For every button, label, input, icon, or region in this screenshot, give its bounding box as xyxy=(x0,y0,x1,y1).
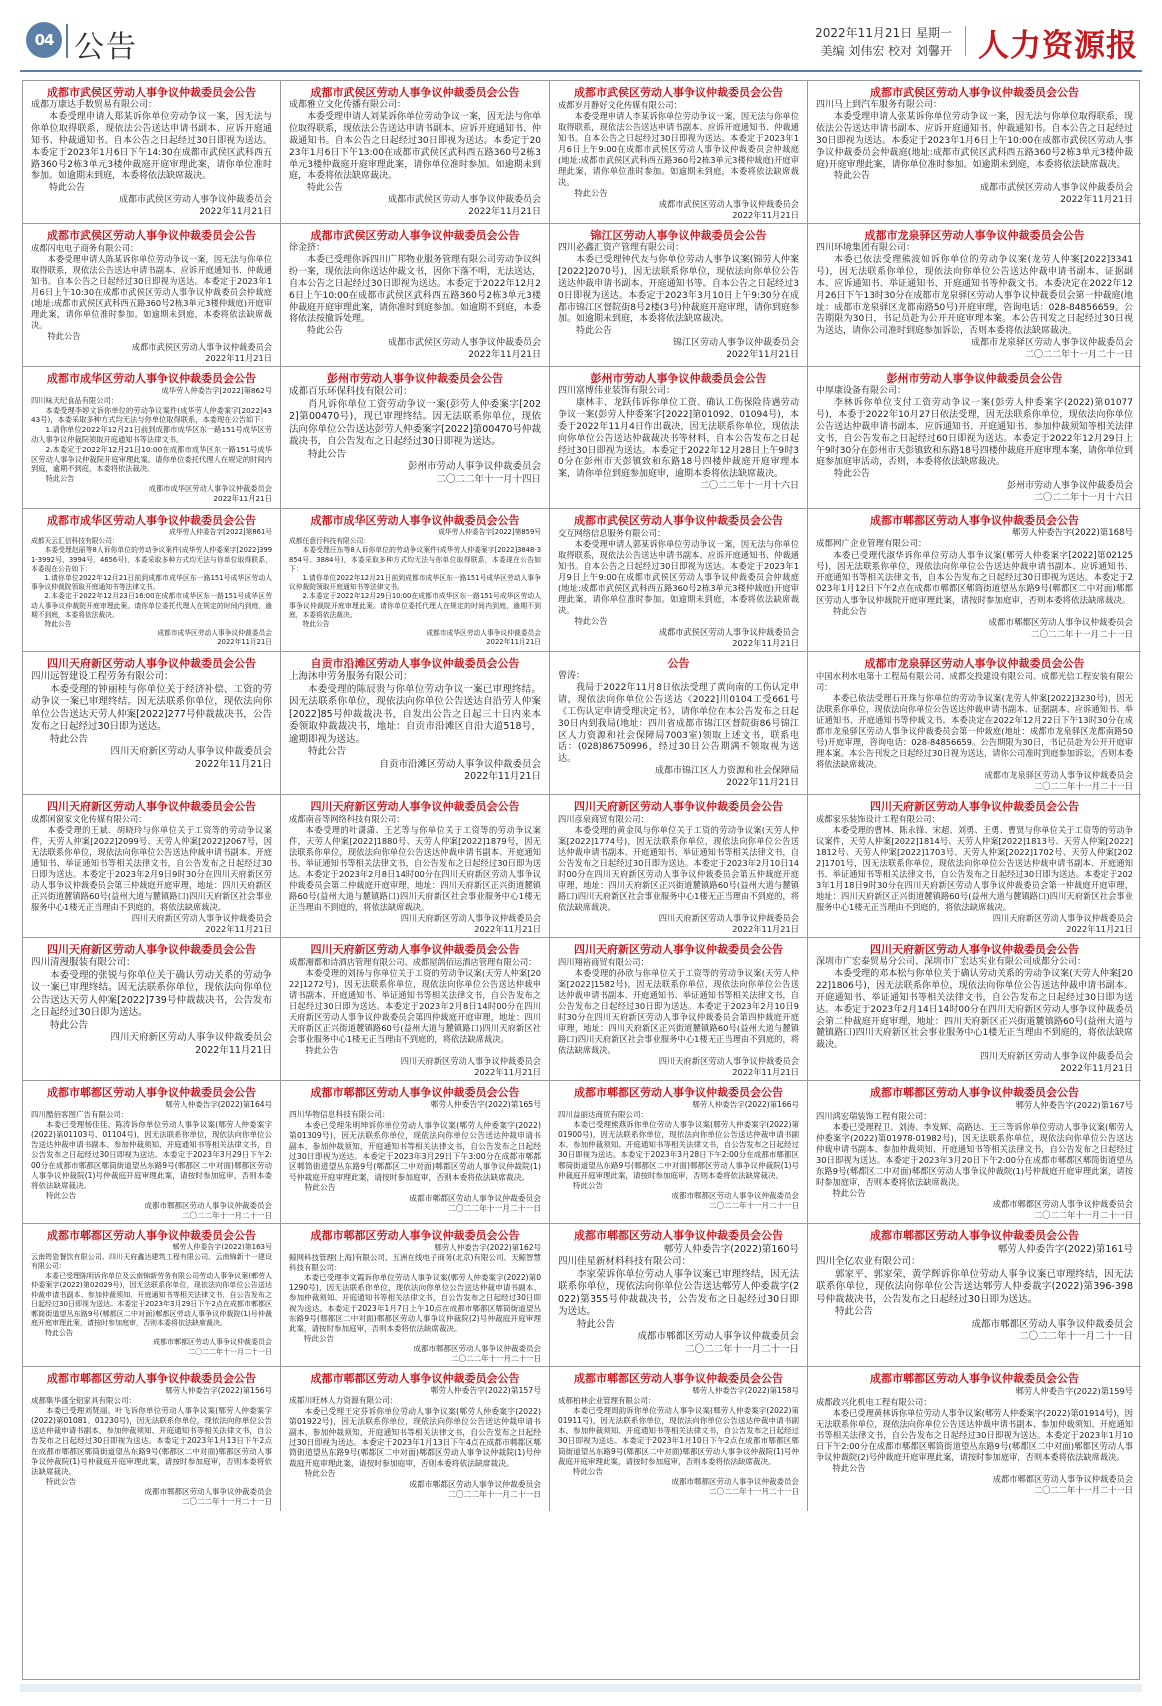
notice-issuer: 成都市郫都区劳动人事争议仲裁委员会 xyxy=(992,1474,1133,1484)
notice-issuer: 成都市郫都区劳动人事争议仲裁委员会 xyxy=(413,1343,541,1353)
notice-date: 2022年11月21日 xyxy=(732,210,799,220)
notice-title: 成都市郫都区劳动人事争议仲裁委员会公告 xyxy=(47,1372,256,1385)
notice-issuer: 成都市武侯区劳动人事争议仲裁委员会 xyxy=(131,342,272,352)
notice-title: 成都市郫都区劳动人事争议仲裁委员会公告 xyxy=(870,514,1079,527)
notice-title: 成都市郫都区劳动人事争议仲裁委员会公告 xyxy=(574,1372,783,1385)
notice-case-number: 成华劳人仲委告字[2022]第861号 xyxy=(169,528,272,536)
notice-grid xyxy=(22,80,1140,1680)
notice-closing: 特此公告 xyxy=(834,469,871,480)
notice-body: 成都南音等网络科技有限公司： 本委受理的叶潇潇、王艺等与你单位关于工资等的劳动争议案件，天劳人仲案[2022]1880号、天劳人仲案[2022]1879号，因无法联系你单位，现依法向你单位公告送达仲裁申请书副本、开庭通知书、举证通知书等相关法律文书，自公告发布之日起经过30日即为送达。本委定于2023年2月8日14时00分在四川天府新区劳动人事争议仲裁委员会第二仲裁庭开庭审理，地址：四川天府新区正兴街道麓镇路60号(益州大道与麓镇路口)四川天府新区社会事业服务中心1楼无正当理由不到庭的，将依法缺席裁决。 xyxy=(289,814,541,912)
notice-closing: 特此公告 xyxy=(304,1183,336,1193)
notice-body: 四川全亿农业有限公司： 郭家平、郭家荣、黄学辉诉你单位劳动人事争议案已审理终结，因无法联系你单位，现依法向你单位公告送达郫劳人仲委裁字(2022)第396-398号仲裁裁决书，公告发布之日起经过30日即为送达。 xyxy=(816,1256,1133,1305)
notice-date: 2022年11月21日 xyxy=(213,493,272,503)
notice-date: 2022年11月21日 xyxy=(1060,195,1133,206)
notice-body: 四川翔裕商贸有限公司： 本委受理的孙欣与你单位关于工资等的劳动争议案(天劳人仲案[2022]1582号)，因无法联系你单位，现依法向你单位公告送达仲裁申请书副本、开庭通知书、举证通知书等相关法律文书，自公告发布之日起经过30日即为送达。本委定于2023年2月10日9时30分在四川天府新区劳动人事争议仲裁委员会第四仲裁庭开庭审理，地址：四川天府新区正兴街道麓镇路60号(益州大道与麓镇路口)四川天府新区社会事业服务中心1楼无正当理由不到庭的，将依法缺席裁决。 xyxy=(558,957,799,1055)
notice-date: 二〇二二年十一月十六日 xyxy=(699,481,799,492)
notice-box xyxy=(281,367,550,509)
notice-closing: 特此公告 xyxy=(49,183,86,194)
notice-title: 成都市龙泉驿区劳动人事争议仲裁委员会公告 xyxy=(864,657,1085,670)
notice-box xyxy=(23,367,281,509)
notice-issuer: 四川天府新区劳动人事争议仲裁委员会 xyxy=(131,913,272,923)
notice-body: 四川必鑫汇资产管理有限公司： 本委已受理钟代友与你单位劳动人事争议案(锦劳人仲案[2022]2070号)，因无法联系你单位，现依法向你单位公告送达仲裁申请书副本、开庭通知书等。自本公告之日起经过30日即视为送达。本委定于2023年3月10日上午9:30分在成都市锦江区督院街8号2楼(3号)仲裁庭开庭审理，请你到庭参加。如逾期未到庭，本委将依法缺席裁决。 xyxy=(558,243,799,325)
notice-date: 二〇二二年十一月二十一日 xyxy=(188,1347,272,1356)
notice-date: 二〇二二年十一月二十一日 xyxy=(1030,629,1133,640)
notice-title: 自贡市沿滩区劳动人事争议仲裁委员会公告 xyxy=(310,657,520,670)
notice-date: 二〇二二年十一月十六日 xyxy=(1033,493,1133,504)
notice-box xyxy=(281,652,550,795)
notice-issuer: 成都市龙泉驿区劳动人事争议仲裁委员会 xyxy=(970,338,1133,349)
notice-date: 二〇二二年十一月十四日 xyxy=(436,473,541,485)
notice-issuer: 成都市武侯区劳动人事争议仲裁委员会 xyxy=(118,195,272,206)
notice-date: 2022年11月21日 xyxy=(1060,1064,1133,1075)
notice-date: 二〇二二年十一月二十一日 xyxy=(182,1497,272,1507)
notice-box xyxy=(281,81,550,224)
notice-closing: 特此公告 xyxy=(46,1190,76,1200)
notice-title: 彭州市劳动人事争议仲裁委员会公告 xyxy=(886,372,1063,385)
notice-body: 四川益丽达商贸有限公司： 本委已受理熊燕诉你单位劳动人事争议案(郫劳人仲委案字(2022)第01900号)，因无法联系你单位，现依法向你单位公告送达仲裁申请书副本、参加仲裁须知、开庭通知书等相关法律文书，自公告发布之日起经过30日即视为送达。本委定于2023年3月28日下午2:00分在成都市郫都区郫筒街道望丛东路9号(郫都区二中对面)郫都区劳动人事争议仲裁院(1)号仲裁庭开庭审理此案，请按时参加庭审，否则本委将依法缺席裁决。 xyxy=(558,1110,799,1180)
notice-box xyxy=(808,1081,1141,1224)
notice-box xyxy=(550,509,808,652)
notice-box xyxy=(550,938,808,1081)
notice-title: 四川天府新区劳动人事争议仲裁委员会公告 xyxy=(310,943,520,956)
notice-body: 四川马上到汽车服务有限公司： 本委受理申请人张某诉你单位劳动争议一案，因无法与你单位取得联系，现依法公告送达申请书副本、应诉开庭通知书、仲裁通知书。自本公告之日起经过30日即视为送达。本委定于2023年1月6日上午10:00在成都市武侯区劳动人事争议仲裁委员会仲裁庭(地址:成都市武侯区武科西五路360号2栋3单元3楼仲裁庭)开庭审理此案，请你单位准时参加。如逾期未到庭，本委将依法缺席裁决。 xyxy=(816,100,1133,170)
notice-box xyxy=(23,795,281,938)
notice-body: 四川华物信息科技有限公司： 本委已受理朱明坤诉你单位劳动人事争议案(郫劳人仲委案字(2022)第01309号)，因无法联系你单位，现依法向你单位公告送达仲裁申请书副本、参加仲裁须知、开庭通知书等相关法律文书，自公告发布之日起经过30日即视为送达。本委定于2023年3月29日下午3:00分在成都市郫都区郫筒街道望丛东路9号(郫都区二中对面)郫都区劳动人事争议仲裁院(1)号仲裁庭开庭审理此案，请按时参加庭审，否则本委将依法缺席裁决。 xyxy=(289,1110,541,1182)
notice-issuer: 四川天府新区劳动人事争议仲裁委员会 xyxy=(992,913,1133,923)
notice-body: 成都家乐装饰设计工程有限公司： 本委受理的曹林、陈永锋、宋超、刘勇、王勇、曹贤与你单位关于工资等的劳动争议案件，天劳人仲案[2022]1814号、天劳人仲案[2022]1813号、天劳人仲案[2022]1812号、天劳人仲案[2022]1703号、天劳人仲案[2022]1702号、天劳人仲案[2022]1701号，因无法联系你单位，现依法向你单位公告送达仲裁申请书副本、开庭通知书、举证通知书等相关法律文书，自公告发布之日起经过30日即为送达。本委定于2023年1月18日9时30分在四川天府新区劳动人事争议仲裁委员会第一仲裁庭开庭审理，地址：四川天府新区正兴街道麓镇路60号(益州大道与麓镇路口)四川天府新区社会事业服务中心1楼无正当理由不到庭的，将依法缺席裁决。 xyxy=(816,814,1133,912)
notice-box xyxy=(550,81,808,224)
notice-date: 2022年11月21日 xyxy=(464,771,541,782)
notice-issuer: 成都市郫都区劳动人事争议仲裁委员会 xyxy=(144,1486,272,1496)
notice-body: 四川彦泉商贸有限公司： 本委受理的黄金凤与你单位关于工资的劳动争议案(天劳人仲案[2022]1774号)，因无法联系你单位，现依法向你单位公告送达仲裁申请书副本、开庭通知书、举证通知书等相关法律文书，自公告发布之日起经过30日即为送达。本委定于2023年2月10日14时00分在四川天府新区劳动人事争议仲裁委员会第五仲裁庭开庭审理，地址：四川天府新区正兴街道麓镇路60号(益州大道与麓镇路口)四川天府新区社会事业服务中心1楼无正当理由不到庭的，将依法缺席裁决。 xyxy=(558,814,799,912)
notice-closing: 特此公告 xyxy=(47,331,81,341)
notice-date: 2022年11月21日 xyxy=(726,778,799,789)
notice-box xyxy=(550,652,808,795)
notice-issuer: 成都市武侯区劳动人事争议仲裁委员会 xyxy=(658,627,799,637)
notice-box xyxy=(808,795,1141,938)
notice-closing: 特此公告 xyxy=(577,1318,616,1330)
notice-closing: 特此公告 xyxy=(46,1476,76,1486)
notice-title: 成都市郫都区劳动人事争议仲裁委员会公告 xyxy=(310,1086,520,1099)
notice-body: 成都网广企业管理有限公司： 本委已受理代淑华诉你单位劳动人事争议案(郫劳人仲委案字[2022]第02125号)，因无法联系你单位，现依法向你单位公告送达仲裁申请书副本、应诉通知书、开庭通知书等相关法律文书，自本公告发布之日起经过30日即视为送达。本委定于2023年1月12日下午2点在成都市郫都区郫筒街道望丛东路9号(郫都区二中对面)郫都区劳动人事争议仲裁院开庭审理此案，请按时参加庭审，否则本委将依法缺席裁决。 xyxy=(816,539,1133,606)
notice-closing: 特此公告 xyxy=(44,620,72,629)
notice-title: 成都市郫都区劳动人事争议仲裁委员会公告 xyxy=(310,1372,520,1385)
section-title: 公告 xyxy=(74,30,138,65)
notice-body: 成都闪电电子商务有限公司： 本委受理申请人陈某诉你单位劳动争议一案，因无法与你单位取得联系，现依法公告送达申请书副本、应诉开庭通知书、仲裁通知书。自本公告之日起经过30日即视为送达。本委定于2023年1月6日上午10:30在成都市武侯区劳动人事争议仲裁委员会仲裁庭(地址:成都市武侯区武科西五路360号2栋3单元3楼仲裁庭)开庭审理此案，请你单位准时参加。如逾期未到庭，本委将依法缺席裁决。 xyxy=(31,243,272,330)
notice-closing: 特此公告 xyxy=(832,1463,866,1473)
notice-body: 上海沐申劳务服务有限公司： 本委受理的陈辰贵与你单位劳动争议一案已审理终结。因无法联系你单位，现依法向你单位公告送达自沿劳人仲案[2022]85号仲裁裁决书，自发出公告之日起三十日内来本委领取仲裁裁决书，地址：自贡市沿滩区自沿大道518号，逾期即视为送达。 xyxy=(289,671,541,745)
notice-date: 二〇二二年十一月二十一日 xyxy=(1034,781,1133,791)
notice-case-number: 郫劳人仲委告字(2022)第159号 xyxy=(1015,1386,1133,1396)
notice-box xyxy=(808,509,1141,652)
notice-date: 二〇二二年十一月二十一日 xyxy=(1034,1210,1133,1220)
notice-closing: 特此公告 xyxy=(305,1045,339,1055)
notice-closing: 特此公告 xyxy=(576,326,613,337)
notice-date: 2022年11月21日 xyxy=(205,353,272,363)
notice-closing: 特此公告 xyxy=(574,188,608,198)
notice-box xyxy=(550,1224,808,1367)
notice-case-number: 郫劳人仲委告字(2022)第161号 xyxy=(997,1244,1133,1255)
notice-date: 2022年11月21日 xyxy=(732,924,799,934)
notice-case-number: 郫劳人仲委告字(2022)第163号 xyxy=(172,1243,272,1251)
notice-box xyxy=(550,224,808,367)
notice-closing: 特此公告 xyxy=(307,183,344,194)
notice-case-number: 成华劳人仲委告字[2022]第862号 xyxy=(161,386,272,395)
notice-issuer: 成都市成华区劳动人事争议仲裁委员会 xyxy=(148,483,272,493)
notice-date: 2022年11月21日 xyxy=(726,350,799,361)
notice-box xyxy=(808,81,1141,224)
notice-date: 二〇二二年十一月二十一日 xyxy=(709,1200,799,1210)
notice-date: 2022年11月21日 xyxy=(468,207,541,218)
notice-title: 公告 xyxy=(667,657,690,670)
notice-body: 成都政兴化机电工程有限公司： 本委已受理黄林诉你单位劳动人事争议案(郫劳人仲委案字(2022)第01914号)，因无法联系你单位，现依法向你单位公告送达仲裁申请书副本、参加仲裁须知、开庭通知书等相关法律文书，自公告发布之日起经过30日即视为送达。本委定于2023年1月10日下午2:00分在成都市郫都区郫筒街道望丛东路9号(郫都区二中对面)郫都区劳动人事争议仲裁院(2)号仲裁庭开庭审理此案，请按时参加庭审，否则本委将依法缺席裁决。 xyxy=(816,1397,1133,1462)
notice-title: 成都市郫都区劳动人事争议仲裁委员会公告 xyxy=(870,1086,1079,1099)
notice-issuer: 成都市郫都区劳动人事争议仲裁委员会 xyxy=(153,1338,272,1346)
header-rule xyxy=(20,70,1142,72)
notice-date: 2022年11月21日 xyxy=(1066,924,1133,934)
notice-body: 中国水利水电第十工程局有限公司、成都交投建设有限公司、成都光信工程安装有限公司： 本委已依法受理石开珠与你单位的劳动争议案(龙劳人仲案[2022]3230号)，因无法联系你单位，现依法向你单位公告送达仲裁申请书副本、证据副本、应诉通知书、举证通知书、开庭通知书等仲裁文书。本委决定在2022年12月22日下午13时30分在成都市龙泉驿区劳动人事争议仲裁委员会第一仲裁庭(地址：成都市龙泉驿区龙都南路50号)开庭审理，咨询电话：028-84856659。公告期限为30日，书记员赴为公开开庭审理本案。本公告刊发之日起经过30日视为送达，请你公司准时到庭参加诉讼，否则本委将依法缺席裁决。 xyxy=(816,671,1133,769)
notice-closing: 特此公告 xyxy=(574,616,608,626)
notice-title: 四川天府新区劳动人事争议仲裁委员会公告 xyxy=(574,800,783,813)
notice-box xyxy=(808,224,1141,367)
notice-closing: 特此公告 xyxy=(50,733,89,745)
notice-box xyxy=(23,652,281,795)
notice-closing: 特此公告 xyxy=(573,1466,603,1476)
notice-box xyxy=(23,224,281,367)
notice-box xyxy=(808,1224,1141,1367)
notice-title: 成都市武侯区劳动人事争议仲裁委员会公告 xyxy=(574,514,783,527)
notice-date: 2022年11月21日 xyxy=(732,638,799,648)
notice-issuer: 成都市锦江区人力资源和社会保障局 xyxy=(654,766,799,777)
notice-issuer: 四川天府新区劳动人事争议仲裁委员会 xyxy=(658,913,799,923)
notice-date: 二〇二二年十一月二十一日 xyxy=(1034,1485,1133,1495)
notice-issuer: 四川天府新区劳动人事争议仲裁委员会 xyxy=(400,1056,541,1066)
notice-box xyxy=(281,1081,550,1224)
notice-body: 成都雅立文化传播有限公司： 本委受理申请人刘某诉你单位劳动争议一案，因无法与你单位取得联系，现依法公告送达申请书副本、应诉开庭通知书、仲裁通知书。自本公告之日起经过30日即视为送达。本委定于2023年1月6日下午13:00在成都市武侯区武科西五路360号2栋3单元3楼仲裁庭开庭审理此案，请你单位准时参加。如逾期未到庭，本委将依法缺席裁决。 xyxy=(289,100,542,182)
notice-closing: 特此公告 xyxy=(573,1180,603,1190)
notice-date: 二〇二二年十一月二十一日 xyxy=(684,1343,799,1355)
notice-case-number: 郫劳人仲委告字(2022)第168号 xyxy=(1012,528,1133,538)
section-divider xyxy=(66,24,68,58)
notice-title: 成都市武侯区劳动人事争议仲裁委员会公告 xyxy=(47,229,256,242)
notice-title: 四川天府新区劳动人事争议仲裁委员会公告 xyxy=(310,800,520,813)
notice-closing: 特此公告 xyxy=(833,607,868,618)
notice-issuer: 成都市郫都区劳动人事争议仲裁委员会 xyxy=(144,1200,272,1210)
masthead-divider xyxy=(965,26,966,56)
notice-date: 2022年11月21日 xyxy=(486,638,541,647)
notice-box xyxy=(23,1224,281,1367)
notice-date: 2022年11月21日 xyxy=(474,924,541,934)
notice-issuer: 自贡市沿滩区劳动人事争议仲裁委员会 xyxy=(379,758,541,770)
notice-closing: 特此公告 xyxy=(832,1188,866,1198)
notice-closing: 特此公告 xyxy=(50,1019,89,1031)
notice-closing: 特此公告 xyxy=(835,1306,874,1317)
notice-body: 四川佳星新材料科技有限公司： 李家荣诉你单位劳动人事争议案已审理终结，因无法联系你单位，现依法向你单位公告送达郫劳人仲委裁字(2022)第355号仲裁裁决书，公告发布之日起经过30日即为送达。 xyxy=(558,1256,799,1317)
notice-issuer: 成都市武侯区劳动人事争议仲裁委员会 xyxy=(979,183,1133,194)
notice-title: 四川天府新区劳动人事争议仲裁委员会公告 xyxy=(870,800,1079,813)
notice-box xyxy=(281,509,550,652)
notice-body: 四川环境集团有限公司： 本委已依法受理熊波如诉你单位的劳动争议案(龙劳人仲案[2022]3341号)，因无法联系你单位，现依法向你单位公告送达仲裁申请书副本、证据副本、应诉通知书、举证通知书、开庭通知书等仲裁文书。本委决定在2022年12月26日下午13时30分在成都市龙泉驿区劳动人事争议仲裁委员会第一仲裁庭(地址：成都市龙泉驿区龙都南路50号)开庭审理，咨询电话：028-84856659。公告期限为30日，书记员赴为公开开庭审理本案。本公告刊发之日起经过30日视为送达，请你公司准时到庭参加诉讼，否则本委将依法缺席裁决。 xyxy=(816,243,1133,337)
notice-issuer: 彭州市劳动人事争议仲裁委员会 xyxy=(407,461,541,472)
notice-case-number: 郫劳人仲委告字(2022)第156号 xyxy=(165,1386,272,1395)
notice-title: 成都市郫都区劳动人事争议仲裁委员会公告 xyxy=(574,1229,783,1242)
notice-case-number: 郫劳人仲委告字(2022)第167号 xyxy=(1015,1100,1133,1110)
notice-title: 成都市郫都区劳动人事争议仲裁委员会公告 xyxy=(47,1229,256,1242)
notice-issuer: 成都市武侯区劳动人事争议仲裁委员会 xyxy=(387,338,541,349)
notice-date: 二〇二二年十一月二十一日 xyxy=(182,1211,272,1221)
notice-body: 四川酷佰客图广告有限公司： 本委已受理杨佳佳、陈涛诉你单位劳动人事争议案(郫劳人仲委案字(2022)第01103号、01104号)，因无法联系你单位，现依法向你单位公告送达仲裁申请书副本、参加仲裁须知、开庭通知书等相关法律文书，自公告发布之日起经过30日即视为送达。本委定于2023年3月29日下午2:00分在成都市郫都区郫筒街道望丛东路9号(郫都区二中对面)郫都区劳动人事争议仲裁院(1)号仲裁庭开庭审理此案，请按时参加庭审，否则本委将依法缺席裁决。 xyxy=(31,1110,272,1190)
notice-closing: 特此公告 xyxy=(308,448,347,460)
page-header xyxy=(20,14,1142,66)
notice-issuer: 成都市郫都区劳动人事争议仲裁委员会 xyxy=(671,1476,799,1486)
notice-title: 四川天府新区劳动人事争议仲裁委员会公告 xyxy=(47,943,256,956)
notice-closing: 特此公告 xyxy=(45,1328,73,1337)
notice-issuer: 成都市郫都区劳动人事争议仲裁委员会 xyxy=(409,1479,541,1489)
notice-closing: 特此公告 xyxy=(834,171,871,182)
notice-body: 成都万康达手数贸易有限公司： 本委受理申请人郑某诉你单位劳动争议一案，因无法与你单位取得联系，现依法公告送达申请书副本、应诉开庭通知书、仲裁通知书。自本公告之日起经过30日即视为送达。本委定于2023年1月6日下午14:30在成都市武侯区武科西五路360号2栋3单元3楼仲裁庭开庭审理此案，请你单位准时参加。如逾期未到庭，本委将依法缺席裁决。 xyxy=(31,100,272,182)
notice-issuer: 四川天府新区劳动人事争议仲裁委员会 xyxy=(400,913,541,923)
notice-box xyxy=(281,1367,550,1511)
notice-body: 成都集华盛全铝家具有限公司： 本委已受理刘贤丽、叶飞诉你单位劳动人事争议案(郫劳人仲委案字(2022)第01081、01230号)，因无法联系你单位，现依法向你单位公告送达仲裁申请书副本、参加仲裁须知、开庭通知书等相关法律文书，自公告发布之日起经过30日即视为送达。本委定于2023年1月13日下午2点在成都市郫都区郫筒街道望丛东路9号(郫都区二中对面)郫都区劳动人事争议仲裁院(1)号仲裁庭开庭审理此案，请按时参加庭审，否则本委将依法缺席裁决。 xyxy=(31,1396,272,1476)
editor-credits: 美编 刘伟宏 校对 刘馨开 xyxy=(820,44,952,58)
notice-body: 四川鸿宏瑞装饰工程有限公司： 本委已受理程卫、刘涛、李发辉、高路达、王三等诉你单位劳动人事争议案(郫劳人仲委案字(2022)第01978-01982号)，因无法联系你单位，现依法向你单位公告送达仲裁申请书副本、参加仲裁须知、开庭通知书等相关法律文书，自公告发布之日起经过30日即视为送达。本委定于2023年3月20日下午2:00分在成都市郫都区郫筒街道望丛东路9号(郫都区二中对面)郫都区劳动人事争议仲裁院(1)号仲裁庭开庭审理此案，请按时参加庭审，否则本委将依法缺席裁决。 xyxy=(816,1111,1133,1187)
notice-box xyxy=(808,1367,1141,1511)
notice-title: 成都市郫都区劳动人事争议仲裁委员会公告 xyxy=(870,1229,1079,1242)
notice-case-number: 郫劳人仲委告字(2022)第164号 xyxy=(165,1100,272,1109)
notice-title: 成都市成华区劳动人事争议仲裁委员会公告 xyxy=(47,372,256,385)
notice-issuer: 成都市郫都区劳动人事争议仲裁委员会 xyxy=(409,1193,541,1203)
notice-body: 成都天云汇信科技有限公司： 本委受理赵丽等8人诉你单位的劳动争议案件(成华劳人仲委案字[2022]3991-3992号、3994号、4656号)，本委采取多种方式均无法与你单位取得联系，本委现在公告如下： 1.请你单位2022年12月21日前到成都市成华区东一路151号成华区劳动人事争议仲裁院领取开庭通知书等法律文书。 2.本委定于2022年12月23日16:00在成都市成华区东一路151号成华区劳动人事争议仲裁院开庭审理此案。请你单位委托代理人在规定的时间内到庭，逾期不到庭，本委将依法裁决。 xyxy=(31,537,272,619)
notice-issuer: 成都市郫都区劳动人事争议仲裁委员会 xyxy=(988,618,1133,629)
notice-issuer: 成都市武侯区劳动人事争议仲裁委员会 xyxy=(387,195,541,206)
notice-issuer: 四川天府新区劳动人事争议仲裁委员会 xyxy=(110,746,272,757)
notice-date: 2022年11月21日 xyxy=(217,638,272,647)
issue-date: 2022年11月21日 星期一 xyxy=(815,26,952,40)
notice-closing: 特此公告 xyxy=(45,474,75,484)
notice-body: 鲸网科技管理(上海)有限公司、五洲在线电子商务(北京)有限公司、天鲸智慧科技有限公司： 本委已受理李文霞诉你单位劳动人事争议案(郫劳人仲委案字(2022)第01290号)，因无法联系你单位，现依法向你单位公告送达仲裁申请书副本、参加仲裁须知、开庭通知书等相关法律文书，自公告发布之日起经过30日即视为送达。本委定于2023年1月7日上午10点在成都市郫都区郫筒街道望丛东路9号(郫都区二中对面)郫都区劳动人事争议仲裁院(2)号仲裁庭开庭审理此案，请按时参加庭审，否则本委将依法缺席裁决。 xyxy=(289,1253,541,1333)
notice-title: 成都市武侯区劳动人事争议仲裁委员会公告 xyxy=(574,86,783,99)
notice-date: 二〇二二年十一月二十一日 xyxy=(709,1486,799,1496)
notice-case-number: 成华劳人仲委告字[2022]第859号 xyxy=(438,528,541,536)
notice-body: 成都闲窗家文化传媒有限公司： 本委受理的王斌、胡晓玲与你单位关于工资等的劳动争议案件，天劳人仲案[2022]2099号、天劳人仲案[2022]2067号，因无法联系你单位，现依法向你单位公告送达仲裁申请书副本、开庭通知书、举证通知书等相关法律文书，自公告发布之日起经过30日即为送达。本委定于2023年2月9日9时30分在四川天府新区劳动人事争议仲裁委员会第三仲裁庭开庭审理，地址：四川天府新区正兴街道麓镇路60号(益州大道与麓镇路口)四川天府新区社会事业服务中心1楼无正当理由不到庭的，将依法缺席裁决。 xyxy=(31,814,272,912)
notice-title: 四川天府新区劳动人事争议仲裁委员会公告 xyxy=(47,800,256,813)
notice-date: 二〇二二年十一月二十一日 xyxy=(451,1354,541,1364)
notice-body: 四川清漫服装有限公司： 本委受理的张锐与你单位关于确认劳动关系的劳动争议一案已审理终结。因无法联系你单位，现依法向你单位公告送达天劳人仲案[2022]739号仲裁裁决书，公告发布之日起经过30日即为送达。 xyxy=(31,957,272,1018)
notice-box xyxy=(550,1367,808,1511)
notice-date: 2022年11月21日 xyxy=(468,350,541,361)
notice-body: 曾涛： 我局于2022年11月8日依法受理了黄向南的工伤认定申请，现依法向你单位公告送达《2022]川0104工受661号《工伤认定申请受理决定书》，请你单位在本公告发布之日起30日内到我局(地址：四川省成都市锦江区督院街86号锦江区人力资源和社会保障局7003室)领取上述文书，联系电话：(028)86750996，经过30日公告期满不领取视为送达。 xyxy=(558,671,799,765)
notice-box xyxy=(23,81,281,224)
notice-box xyxy=(808,938,1141,1081)
notice-body: 深圳市广宏泰贸易分公司、深圳市广宏达实业有限公司成都分公司： 本委受理的邓本松与你单位关于确认劳动关系的劳动争议案(天劳人仲案[2022]1806号)，因无法联系你单位，现依法向你单位公告送达仲裁申请书副本、开庭通知书、举证通知书等相关法律文书，自公告发布之日起经过30日即为送达。本委定于2023年2月14日14时00分在四川天府新区劳动人事争议仲裁委员会第二仲裁庭开庭审理，地址：四川天府新区正兴街道麓镇路60号(益州大道与麓镇路口)四川天府新区社会事业服务中心1楼无正当理由不到庭的，将依法缺席裁决。 xyxy=(816,957,1133,1051)
notice-issuer: 彭州市劳动人事争议仲裁委员会 xyxy=(1006,481,1133,492)
notice-issuer: 成都市郫都区劳动人事争议仲裁委员会 xyxy=(671,1190,799,1200)
notice-case-number: 郫劳人仲委告字(2022)第160号 xyxy=(663,1244,799,1255)
notice-date: 2022年11月21日 xyxy=(205,924,272,934)
notice-closing: 特此公告 xyxy=(308,746,347,757)
footer-rule xyxy=(20,1684,1142,1692)
notice-title: 彭州市劳动人事争议仲裁委员会公告 xyxy=(590,372,767,385)
notice-body: 成都川旺林人力资源有限公司： 本委已受理王定芬诉你单位劳动人事争议案(郫劳人仲委案字(2022)第01922号)，因无法联系你单位，现依法向你单位公告送达仲裁申请书副本、参加仲裁须知、开庭通知书等相关法律文书，自公告发布之日起经过30日即视为送达。本委定于2023年1月13日下午4点在成都市郫都区郫筒街道望丛东路9号(郫都区二中对面)郫都区劳动人事争议仲裁院(1)号仲裁庭开庭审理此案，请按时参加庭审，否则本委将依法缺席裁决。 xyxy=(289,1396,541,1468)
notice-box xyxy=(808,652,1141,795)
notice-title: 成都市郫都区劳动人事争议仲裁委员会公告 xyxy=(47,1086,256,1099)
notice-title: 彭州市劳动人事争议仲裁委员会公告 xyxy=(327,372,503,385)
notice-case-number: 郫劳人仲委告字(2022)第162号 xyxy=(434,1243,541,1252)
notice-box xyxy=(550,795,808,938)
issue-meta xyxy=(815,24,952,60)
notice-box xyxy=(23,1081,281,1224)
notice-date: 2022年11月21日 xyxy=(199,207,272,218)
notice-box xyxy=(23,509,281,652)
notice-title: 成都市成华区劳动人事争议仲裁委员会公告 xyxy=(310,514,520,527)
notice-title: 成都市武侯区劳动人事争议仲裁委员会公告 xyxy=(310,86,520,99)
notice-title: 成都市成华区劳动人事争议仲裁委员会公告 xyxy=(47,514,256,527)
notice-issuer: 成都市成华区劳动人事争议仲裁委员会 xyxy=(157,629,272,638)
notice-case-number: 郫劳人仲委告字(2022)第158号 xyxy=(692,1386,799,1395)
notice-closing: 特此公告 xyxy=(304,1469,336,1479)
notice-date: 2022年11月21日 xyxy=(195,1044,272,1056)
newspaper-masthead: 人力资源报 xyxy=(978,28,1138,64)
notice-title: 成都市武侯区劳动人事争议仲裁委员会公告 xyxy=(310,229,520,242)
notice-box xyxy=(281,224,550,367)
notice-body: 成都任意行科技有限公司： 本委受理汪东等8人诉你单位的劳动争议案件(成华劳人仲委案字[2022]3848-3854号、3884号)，本委采取多种方式均无法与你单位取得联系，本委现在公告如下： 1.请你单位2022年12月21日前到成都市成华区东一路151号成华区劳动人事争议仲裁院领取开庭通知书等法律文书。 2.本委定于2022年12月29日10:00在成都市成华区东一路151号成华区劳动人事争议仲裁院开庭审理此案。请你单位委托代理人在规定的时间内到庭，逾期不到庭，本委将依法裁决。 xyxy=(289,537,541,619)
notice-title: 成都市武侯区劳动人事争议仲裁委员会公告 xyxy=(870,86,1079,99)
notice-case-number: 郫劳人仲委告字(2022)第157号 xyxy=(430,1386,541,1395)
notice-issuer: 成都市武侯区劳动人事争议仲裁委员会 xyxy=(658,199,799,209)
page-number-badge: 04 xyxy=(26,22,62,58)
notice-body: 中厚康设备有限公司： 李林诉你单位支付工资劳动争议一案(彭劳人仲委案字(2022)第01077号)，本委于2022年10月27日依法受理，因无法联系你单位，现依法向你单位公告送达仲裁申请书副本、应诉通知书、开庭通知书、参加仲裁须知等相关法律文书，自公告发布之日起经过60日即视为送达。本委定于2022年12月29日上午9时30分在彭州市天彭镇致和东路18号四楼仲裁庭开庭审理本案，请你单位到庭参加庭审活动，否则，本委将依法缺席裁决。 xyxy=(816,386,1133,468)
notice-date: 二〇二二年十一月二十一日 xyxy=(1018,1331,1133,1342)
notice-title: 成都市郫都区劳动人事争议仲裁委员会公告 xyxy=(870,1372,1079,1385)
notice-title: 四川天府新区劳动人事争议仲裁委员会公告 xyxy=(870,943,1079,956)
notice-issuer: 四川天府新区劳动人事争议仲裁委员会 xyxy=(658,1056,799,1066)
notice-issuer: 成都市郫都区劳动人事争议仲裁委员会 xyxy=(637,1331,799,1342)
notice-date: 二〇二二年十一月二十一日 xyxy=(447,1490,541,1500)
notice-title: 锦江区劳动人事争议仲裁委员会公告 xyxy=(590,229,767,242)
notice-box xyxy=(281,1224,550,1367)
notice-date: 2022年11月21日 xyxy=(195,758,272,770)
notice-body: 四川富博伟业装饰有限公司： 康林丰、龙跃伟诉你单位工资、确认工伤保险待遇劳动争议一案(彭劳人仲委案字[2022]第01092、01094号)，本委于2022年11月4日作出裁决，因无法联系你单位，现依法向你单位公告送达仲裁裁决书等材料，自本公告发布之日起经过30日即视为送达。本委定于2022年12月28日上午9时30分在彭州市天彭镇致和东路18号四楼仲裁庭开庭审理本案，请你单位到庭参加庭审，逾期本委将依法缺席裁决。 xyxy=(558,386,799,480)
notice-body: 云南筠瓷餐饮有限公司、四川天府鑫达建筑工程有限公司、云南锦新十一建设有限公司： 本委已受理陈明诉你单位及云南锦新劳务有限公司劳动人事争议案(郫劳人仲委案字(2022)第02029号)，因无法联系你单位，现依法向你单位公告送达仲裁申请书副本、参加仲裁须知、开庭通知书等相关法律文书，自公告发布之日起经过30日即视为送达。本委定于2023年3月29日下午2点在成都市郫都区郫筒街道望丛东路9号(郫都区二中对面)郫都区劳动人事争议仲裁院(1)号仲裁庭开庭审理此案，请按时参加庭审，否则本委将依法缺席裁决。 xyxy=(31,1252,272,1327)
notice-box xyxy=(23,938,281,1081)
notice-box xyxy=(281,938,550,1081)
notice-body: 成都湘都和诗酒店管理有限公司、成都屋鸽佰运酒店管理有限公司： 本委受理的刘扬与你单位关于工资的劳动争议案(天劳人仲案[2022]1272号)，因无法联系你单位，现依法向你单位公告送达仲裁申请书副本、开庭通知书、举证通知书等相关法律文书，自公告发布之日起经过30日即为送达。本委定于2023年2月8日14时00分在四川天府新区劳动人事争议仲裁委员会第四仲裁庭开庭审理，地址：四川天府新区正兴街道麓镇路60号(益州大道与麓镇路口)四川天府新区社会事业服务中心1楼无正当理由不到庭的，将依法缺席裁决。 xyxy=(289,957,541,1044)
notice-body: 成都柏林企业管理有限公司： 本委已受理周韵诉你单位劳动人事争议案(郫劳人仲委案字(2022)第01911号)，因无法联系你单位，现依法向你单位公告送达仲裁申请书副本、参加仲裁须知、开庭通知书等相关法律文书，自公告发布之日起经过30日即视为送达。本委定于2023年1月10日下午2点在成都市郫都区郫筒街道望丛东路9号(郫都区二中对面)郫都区劳动人事争议仲裁院(1)号仲裁庭开庭审理此案，请按时参加庭审，否则本委将依法缺席裁决。 xyxy=(558,1396,799,1466)
notice-title: 成都市龙泉驿区劳动人事争议仲裁委员会公告 xyxy=(864,229,1085,242)
notice-issuer: 成都市郫都区劳动人事争议仲裁委员会 xyxy=(992,1199,1133,1209)
notice-title: 成都市郫都区劳动人事争议仲裁委员会公告 xyxy=(574,1086,783,1099)
notice-box xyxy=(23,1367,281,1511)
notice-title: 成都市郫都区劳动人事争议仲裁委员会公告 xyxy=(310,1229,520,1242)
notice-title: 四川天府新区劳动人事争议仲裁委员会公告 xyxy=(47,657,256,670)
notice-issuer: 成都市郫都区劳动人事争议仲裁委员会 xyxy=(971,1318,1133,1330)
notice-issuer: 锦江区劳动人事争议仲裁委员会 xyxy=(672,338,799,349)
notice-date: 2022年11月21日 xyxy=(732,1067,799,1077)
notice-issuer: 成都市成华区劳动人事争议仲裁委员会 xyxy=(426,629,541,638)
notice-closing: 特此公告 xyxy=(307,326,344,337)
notice-body: 交互网络信息服务有限公司： 本委受理申请人郭某诉你单位劳动争议一案，因无法与你单位取得联系，现依法公告送达申请书副本、应诉开庭通知书、仲裁通知书。自本公告之日起经过30日即视为送达。本委定于2023年1月9日上午9:00在成都市武侯区劳动人事争议仲裁委员会仲裁庭(地址:成都市武侯区武科西五路360号2栋3单元3楼仲裁庭)开庭审理此案，请你单位准时参加。如逾期未到庭，本委将依法缺席裁决。 xyxy=(558,528,799,615)
notice-body: 四川味天纪食品有限公司： 本委受理李婷文诉你单位的劳动争议案件(成华劳人仲委案字[2022]4343号)，本委采取多种方式均无法与你单位取得联系，本委现在公告如下： 1.请你单位2022年12月21日前到成都市成华区东一路151号成华区劳动人事争议仲裁院领取开庭通知书等法律文书。 2.本委定于2022年12月21日10:00在成都市成华区东一路151号成华区劳动人事争议仲裁院开庭审理此案。请你单位委托代理人在规定的时间内到庭，逾期不到庭，本委将依法裁决。 xyxy=(31,395,272,474)
notice-closing: 特此公告 xyxy=(304,1333,334,1343)
notice-box xyxy=(550,1081,808,1224)
notice-title: 成都市武侯区劳动人事争议仲裁委员会公告 xyxy=(47,86,256,99)
notice-body: 成都岁月静好文化传媒有限公司： 本委受理申请人李某诉你单位劳动争议一案，因无法与你单位取得联系，现依法公告送达申请书副本、应诉开庭通知书、仲裁通知书。自本公告之日起经过30日即视为送达。本委定于2023年1月6日上午9:00在成都市武侯区劳动人事争议仲裁委员会仲裁庭(地址:成都市武侯区武科西五路360号2栋3单元3楼仲裁庭)开庭审理此案，请你单位准时参加。如逾期未到庭，本委将依法缺席裁决。 xyxy=(558,100,799,187)
notice-date: 2022年11月21日 xyxy=(474,1067,541,1077)
notice-body: 成都百乐环保科技有限公司： 肖凡诉你单位工资劳动争议一案(彭劳人仲委案字[2022]第00470号)，现已审理终结。因无法联系你单位，现依法向你单位公告送达彭劳人仲委案字[2022]第00470号仲裁裁决书，自公告发布之日起经过30日即视为送达。 xyxy=(289,386,541,447)
notice-issuer: 四川天府新区劳动人事争议仲裁委员会 xyxy=(110,1032,272,1043)
notice-case-number: 郫劳人仲委告字(2022)第166号 xyxy=(692,1100,799,1109)
notice-date: 二〇二二年十一月二十一日 xyxy=(447,1204,541,1214)
notice-date: 二〇二二年十一月二十一日 xyxy=(1024,350,1133,361)
notice-case-number: 郫劳人仲委告字(2022)第165号 xyxy=(430,1100,541,1109)
notice-issuer: 成都市龙泉驿区劳动人事争议仲裁委员会 xyxy=(984,770,1133,780)
notice-closing: 特此公告 xyxy=(302,620,330,629)
notice-body: 四川远智建设工程劳务有限公司： 本委受理的钟丽桂与你单位关于经济补偿、工资的劳动争议一案已审理终结。因无法联系你单位，现依法向你单位公告送达天劳人仲案[2022]277号仲裁裁决书，公告发布之日起经过30日即为送达。 xyxy=(31,671,272,732)
notice-box xyxy=(550,367,808,509)
notice-issuer: 四川天府新区劳动人事争议仲裁委员会 xyxy=(979,1052,1133,1063)
notice-box xyxy=(281,795,550,938)
notice-body: 徐金挤： 本委已受理你诉四川广邦物业服务管理有限公司劳动争议纠纷一案，现依法向你送达仲裁文书，因你下落不明，无法送达，自本公告之日起经过30日即视为送达。本委定于2022年12月26日上午10:00在成都市武侯区武科西五路360号2栋3单元3楼仲裁庭开庭审理此案，请你准时到庭参加。如逾期不到庭，本委将依法按撤诉处理。 xyxy=(289,243,542,325)
notice-box xyxy=(808,367,1141,509)
notice-title: 四川天府新区劳动人事争议仲裁委员会公告 xyxy=(574,943,783,956)
